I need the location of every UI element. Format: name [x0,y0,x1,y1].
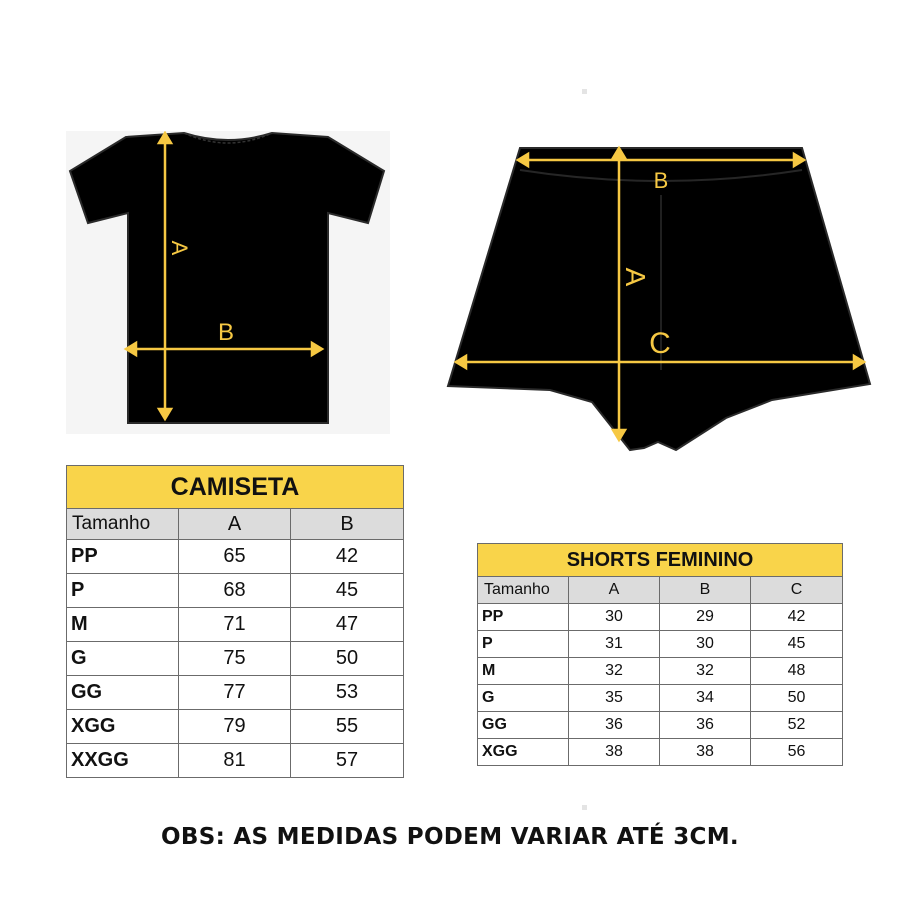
decorative-dot [582,805,587,810]
shorts-header-b: B [660,577,751,604]
table-row [478,712,843,739]
value-cell: 45 [751,631,843,658]
value-cell: 35 [569,685,660,712]
value-cell: 30 [569,604,660,631]
value-cell: 65 [179,540,291,574]
value-cell: 57 [291,744,404,778]
footer-note: OBS: AS MEDIDAS PODEM VARIAR ATÉ 3CM. [161,824,739,850]
value-cell: 31 [569,631,660,658]
value-cell: 55 [291,710,404,744]
camiseta-table-title: CAMISETA [67,466,404,509]
decorative-dot [582,89,587,94]
value-cell: 68 [179,574,291,608]
value-cell: 29 [660,604,751,631]
value-cell: 42 [291,540,404,574]
value-cell: 53 [291,676,404,710]
value-cell: 30 [660,631,751,658]
shorts-size-table [477,543,843,766]
shorts-label-a: A [620,267,651,287]
table-row [67,608,404,642]
tshirt-shape [70,133,384,423]
table-row [478,685,843,712]
value-cell: 47 [291,608,404,642]
shorts-header-tamanho: Tamanho [478,577,569,604]
size-cell: P [478,631,569,658]
value-cell: 36 [660,712,751,739]
value-cell: 50 [291,642,404,676]
size-cell: XGG [67,710,179,744]
table-row [478,658,843,685]
table-row [67,574,404,608]
size-cell: XXGG [67,744,179,778]
shorts-header-c: C [751,577,843,604]
value-cell: 71 [179,608,291,642]
shorts-shape [448,148,870,450]
shorts-table-title: SHORTS FEMININO [478,544,843,577]
value-cell: 77 [179,676,291,710]
value-cell: 75 [179,642,291,676]
value-cell: 45 [291,574,404,608]
table-row [67,676,404,710]
table-row [478,631,843,658]
tshirt-label-a: A [167,240,192,256]
tshirt-label-b: B [217,319,235,346]
value-cell: 50 [751,685,843,712]
shorts-header-a: A [569,577,660,604]
size-cell: XGG [478,739,569,766]
value-cell: 81 [179,744,291,778]
size-cell: GG [67,676,179,710]
value-cell: 48 [751,658,843,685]
value-cell: 42 [751,604,843,631]
shorts-label-c: C [649,327,671,360]
camiseta-size-table [66,465,404,778]
shorts-diagram [440,140,880,455]
camiseta-header-tamanho: Tamanho [67,509,179,540]
value-cell: 32 [569,658,660,685]
shorts-label-b: B [653,168,669,193]
value-cell: 34 [660,685,751,712]
size-cell: PP [67,540,179,574]
camiseta-header-b: B [291,509,404,540]
table-row [67,744,404,778]
value-cell: 32 [660,658,751,685]
value-cell: 36 [569,712,660,739]
table-row [478,739,843,766]
value-cell: 38 [569,739,660,766]
value-cell: 38 [660,739,751,766]
size-cell: G [478,685,569,712]
table-row [67,710,404,744]
value-cell: 79 [179,710,291,744]
table-row [478,604,843,631]
size-cell: GG [478,712,569,739]
table-row [67,642,404,676]
size-cell: M [478,658,569,685]
camiseta-header-a: A [179,509,291,540]
size-cell: P [67,574,179,608]
value-cell: 52 [751,712,843,739]
table-row [67,540,404,574]
size-cell: PP [478,604,569,631]
tshirt-diagram [66,131,390,434]
value-cell: 56 [751,739,843,766]
size-cell: G [67,642,179,676]
size-cell: M [67,608,179,642]
